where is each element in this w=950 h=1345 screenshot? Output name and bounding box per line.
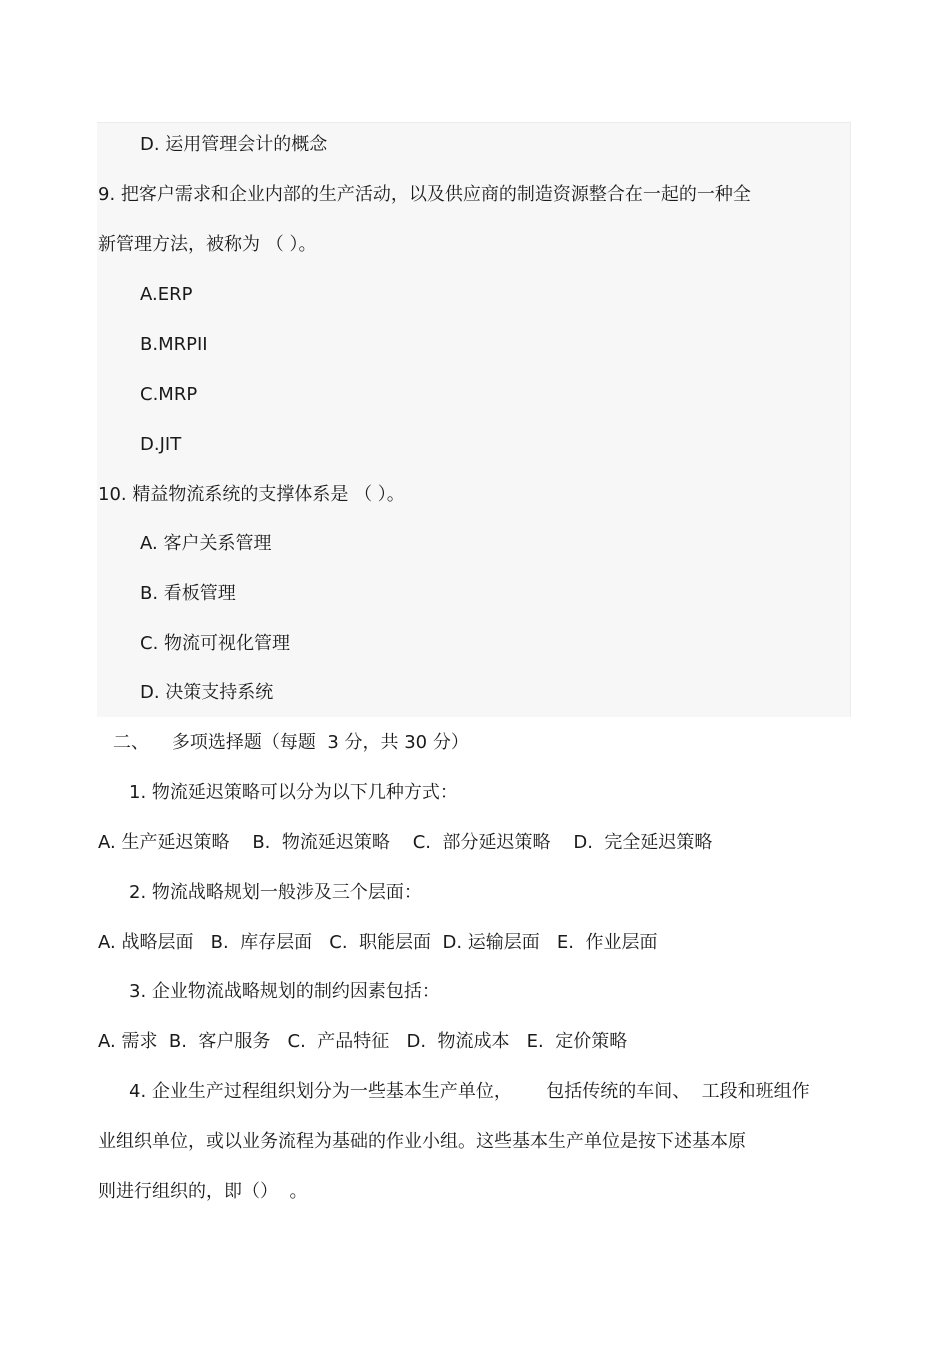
- mq4-stem-line1: 4. 企业生产过程组织划分为一些基本生产单位， 包括传统的车间、 工段和班组作: [129, 1081, 810, 1102]
- section2-heading: 二、 多项选择题（每题 3 分，共 30 分）: [113, 732, 469, 753]
- mq4-stem-line3: 则进行组织的，即（） 。: [98, 1181, 308, 1202]
- mq1-options: A. 生产延迟策略 B. 物流延迟策略 C. 部分延迟策略 D. 完全延迟策略: [98, 832, 713, 853]
- q9-option-b: B.MRPII: [140, 334, 208, 355]
- mq2-stem: 2. 物流战略规划一般涉及三个层面：: [129, 882, 422, 903]
- q9-option-a: A.ERP: [140, 284, 193, 305]
- highlighted-question-block: [97, 122, 851, 717]
- mq4-stem-line2: 业组织单位，或以业务流程为基础的作业小组。这些基本生产单位是按下述基本原: [98, 1131, 746, 1152]
- mq3-options: A. 需求 B. 客户服务 C. 产品特征 D. 物流成本 E. 定价策略: [98, 1031, 628, 1052]
- mq3-stem: 3. 企业物流战略规划的制约因素包括：: [129, 981, 440, 1002]
- q10-option-c: C. 物流可视化管理: [140, 633, 291, 654]
- q9-stem-line1: 9. 把客户需求和企业内部的生产活动，以及供应商的制造资源整合在一起的一种全: [98, 184, 751, 205]
- q10-option-b: B. 看板管理: [140, 583, 236, 604]
- q9-option-d: D.JIT: [140, 434, 182, 455]
- q9-stem-line2: 新管理方法，被称为 （ ）。: [98, 234, 317, 255]
- q10-stem: 10. 精益物流系统的支撑体系是 （ ）。: [98, 484, 405, 505]
- q10-option-a: A. 客户关系管理: [140, 533, 272, 554]
- q9-option-c: C.MRP: [140, 384, 198, 405]
- q10-option-d: D. 决策支持系统: [140, 682, 274, 703]
- q8-option-d: D. 运用管理会计的概念: [140, 134, 328, 155]
- mq1-stem: 1. 物流延迟策略可以分为以下几种方式：: [129, 782, 458, 803]
- mq2-options: A. 战略层面 B. 库存层面 C. 职能层面 D. 运输层面 E. 作业层面: [98, 932, 658, 953]
